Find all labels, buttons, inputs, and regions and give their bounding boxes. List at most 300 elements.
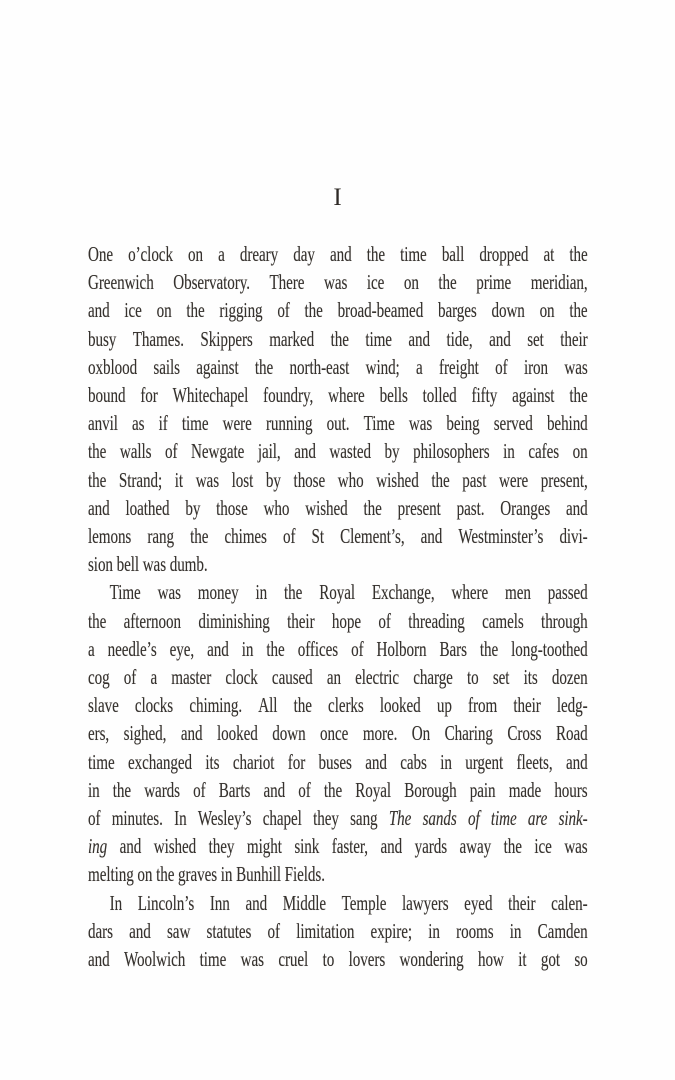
word: One (88, 242, 113, 266)
word: melting (88, 862, 134, 887)
word: jail, (257, 439, 281, 464)
word: and (88, 947, 110, 972)
word: up (436, 693, 452, 718)
word: cafes (528, 439, 560, 464)
word: of (267, 918, 281, 943)
word: in (503, 439, 515, 464)
word: bound (88, 383, 126, 408)
word: on (539, 298, 555, 323)
word: chiming. (189, 693, 243, 718)
word: it (518, 947, 527, 972)
word: cog (88, 665, 110, 690)
word: an (326, 665, 341, 690)
word: looked (217, 721, 258, 746)
word: of (193, 777, 206, 802)
word: those (293, 467, 326, 492)
word: bells (379, 383, 408, 408)
word: rang (147, 524, 174, 549)
word: the (186, 298, 205, 323)
word: Exchange, (371, 580, 435, 605)
word: Borough (404, 777, 457, 802)
word: philosophers (413, 439, 490, 464)
word: was (240, 947, 264, 972)
word: might (246, 834, 282, 859)
word: Barts (218, 777, 251, 802)
word: their (513, 693, 541, 718)
text-line (88, 466, 588, 494)
word: in (88, 777, 100, 802)
word: of (277, 298, 290, 323)
word: broad-beamed (337, 298, 424, 323)
word: dars (88, 918, 113, 943)
word: men (505, 580, 531, 605)
word: so (574, 947, 588, 972)
word: saw (166, 918, 191, 943)
text-line (88, 719, 588, 747)
word: faster, (331, 834, 369, 859)
word: the (569, 298, 588, 323)
word: of (88, 806, 101, 831)
word: chimes (224, 524, 267, 549)
text-line (88, 832, 588, 860)
word: Bars (439, 636, 467, 661)
word: a (416, 354, 423, 379)
word: marked (269, 326, 315, 351)
word: the (330, 326, 349, 351)
word: made (508, 777, 542, 802)
word: Westminster’s (458, 524, 544, 549)
word: the (88, 467, 107, 492)
word: divi- (559, 524, 588, 549)
word: lovers (348, 947, 386, 972)
text-line (88, 494, 588, 522)
word: long-toothed (511, 636, 588, 661)
word: Camden (537, 918, 588, 943)
word: past. (456, 495, 485, 520)
word: Road (555, 721, 588, 746)
word: the (569, 242, 588, 266)
word: cabs (400, 749, 427, 774)
word: in (241, 636, 254, 661)
word: electric (355, 665, 400, 690)
word: lawyers (401, 890, 449, 915)
word: down (272, 721, 306, 746)
text-line (88, 578, 588, 606)
text-line (88, 325, 588, 353)
text-line (88, 691, 588, 719)
word: was (323, 270, 348, 295)
word: as (132, 411, 145, 436)
word: dumb. (169, 552, 208, 577)
word: time (88, 749, 115, 774)
word: and (88, 495, 110, 520)
word: a (88, 636, 95, 661)
word: and (129, 918, 151, 943)
word: Strand; (118, 467, 163, 492)
word: exchanged (127, 749, 192, 774)
word: more. (362, 721, 398, 746)
word: threading (408, 608, 465, 633)
word: and (294, 439, 316, 464)
word: o’clock (128, 242, 173, 266)
word: dreary (239, 242, 279, 266)
word: statutes (206, 918, 252, 943)
word: Greenwich (88, 270, 154, 295)
word: their (560, 326, 588, 351)
text-line (88, 804, 588, 832)
word: of (298, 777, 311, 802)
word: looked (379, 693, 421, 718)
word: the (503, 834, 522, 859)
word: clocks (134, 693, 174, 718)
word: On (411, 721, 431, 746)
word: charge (413, 665, 453, 690)
text-line (88, 353, 588, 381)
word: The (388, 806, 412, 831)
word: urgent (465, 749, 504, 774)
word: There (269, 270, 305, 295)
word: wished (153, 834, 197, 859)
word: were (222, 411, 252, 436)
word: chapel (262, 806, 302, 831)
word: eyed (464, 890, 493, 915)
word: camels (482, 608, 524, 633)
word: eye, (169, 636, 195, 661)
word: dozen (551, 665, 588, 690)
word: present, (540, 467, 588, 492)
word: day (293, 242, 315, 266)
word: master (171, 665, 212, 690)
word: down (491, 298, 525, 323)
word: ice (534, 834, 552, 859)
word: anvil (88, 411, 118, 436)
word: cruel (278, 947, 309, 972)
word: those (216, 495, 248, 520)
word: their (508, 890, 536, 915)
word: In (109, 890, 123, 915)
word: in (220, 862, 233, 887)
word: the (293, 693, 312, 718)
word: walls (119, 439, 152, 464)
word: ledg- (556, 693, 588, 718)
word: and (263, 777, 286, 802)
word: the (363, 495, 382, 520)
word: foundry, (263, 383, 314, 408)
word: Newgate (191, 439, 245, 464)
word: fifty (471, 383, 498, 408)
word: ice (366, 270, 385, 295)
word: how (477, 947, 504, 972)
word: the (284, 580, 303, 605)
word: Thames. (132, 326, 184, 351)
word: wind; (365, 354, 400, 379)
word: Skippers (200, 326, 253, 351)
word: Bunhill (236, 862, 281, 887)
word: iron (523, 354, 549, 379)
word: Time (363, 411, 395, 436)
word: Clement’s, (340, 524, 405, 549)
word: chariot (232, 749, 275, 774)
word: Time (109, 580, 141, 605)
word: wished (376, 467, 419, 492)
word: who (263, 495, 290, 520)
word: from (468, 693, 498, 718)
word: Royal (319, 580, 355, 605)
word: who (337, 467, 364, 492)
word: by (185, 495, 201, 520)
word: by (384, 439, 400, 464)
text-line (88, 409, 588, 437)
word: on (403, 270, 419, 295)
word: expire; (370, 918, 413, 943)
word: the (304, 298, 323, 323)
word: wondering (399, 947, 464, 972)
word: In (174, 806, 187, 831)
word: on (156, 298, 172, 323)
word: ball (441, 242, 465, 266)
word: a (150, 665, 158, 690)
text-line (88, 663, 588, 691)
word: were (499, 467, 529, 492)
text-line (88, 945, 588, 973)
word: the (156, 862, 175, 887)
text-line (88, 776, 588, 804)
word: and (420, 524, 443, 549)
word: past (462, 467, 487, 492)
word: set (492, 665, 510, 690)
word: sink (294, 834, 320, 859)
word: Middle (282, 890, 326, 915)
word: running (265, 411, 313, 436)
word: the (190, 524, 209, 549)
text-line (88, 437, 588, 465)
word: and (88, 298, 110, 323)
word: of (495, 354, 508, 379)
word: Observatory. (173, 270, 250, 295)
text-line (88, 860, 588, 888)
word: tide, (446, 326, 473, 351)
word: a (218, 242, 225, 266)
text-line (88, 240, 588, 268)
text-line (88, 296, 588, 324)
word: to (467, 665, 479, 690)
word: present (397, 495, 441, 520)
word: afternoon (123, 608, 181, 633)
word: and (365, 749, 387, 774)
word: sink- (558, 806, 588, 831)
word: needle’s (107, 636, 157, 661)
word: behind (546, 411, 588, 436)
word: busy (88, 326, 117, 351)
word: Woolwich (124, 947, 186, 972)
word: caused (271, 665, 313, 690)
word: time (199, 947, 227, 972)
word: the (266, 636, 285, 661)
word: the (366, 242, 385, 266)
word: was (195, 467, 220, 492)
word: by (265, 467, 281, 492)
word: graves (178, 862, 218, 887)
word: the (438, 270, 457, 295)
word: minutes. (111, 806, 163, 831)
word: bell (116, 552, 140, 577)
word: to (322, 947, 335, 972)
text-line (88, 889, 588, 917)
word: if (158, 411, 168, 436)
chapter-number: I (333, 184, 343, 211)
word: the (431, 467, 450, 492)
word: was (408, 411, 433, 436)
word: out. (326, 411, 350, 436)
word: wished (305, 495, 348, 520)
word: the (88, 439, 107, 464)
word: sails (153, 354, 180, 379)
word: rigging (219, 298, 263, 323)
word: passed (547, 580, 588, 605)
word: sion (88, 552, 113, 577)
word: Inn (209, 890, 230, 915)
word: the (112, 777, 132, 802)
word: Temple (341, 890, 387, 915)
word: and (329, 242, 352, 266)
word: of (282, 524, 296, 549)
word: clock (225, 665, 258, 690)
word: the (569, 383, 588, 408)
word: are (527, 806, 548, 831)
word: on (572, 439, 588, 464)
word: it (174, 467, 184, 492)
word: clerks (328, 693, 364, 718)
word: of (351, 636, 364, 661)
text-line (88, 550, 588, 578)
word: meridian, (530, 270, 588, 295)
word: sang (350, 806, 378, 831)
word: time (365, 326, 392, 351)
word: was (564, 354, 588, 379)
word: its (205, 749, 220, 774)
word: in (440, 749, 452, 774)
word: Charing (444, 721, 493, 746)
word: served (493, 411, 533, 436)
word: ice (124, 298, 142, 323)
word: of (123, 665, 137, 690)
word: and (380, 834, 403, 859)
word: in (428, 918, 440, 943)
word: their (287, 608, 315, 633)
word: Lincoln’s (137, 890, 195, 915)
word: dropped (479, 242, 529, 266)
word: time (181, 411, 209, 436)
text-line (88, 268, 588, 296)
word: pain (469, 777, 496, 802)
word: against (512, 383, 555, 408)
word: sighed, (123, 721, 167, 746)
text-line (88, 607, 588, 635)
word: against (196, 354, 239, 379)
word: Royal (355, 777, 392, 802)
word: and (207, 636, 229, 661)
word: they (313, 806, 339, 831)
word: Holborn (376, 636, 427, 661)
word: the (479, 636, 499, 661)
word: on (137, 862, 153, 887)
word: for (287, 749, 306, 774)
body-text (88, 240, 588, 973)
word: away (459, 834, 492, 859)
word: lemons (88, 524, 132, 549)
word: oxblood (88, 354, 138, 379)
word: Whitechapel (172, 383, 249, 408)
word: sands (422, 806, 457, 831)
word: Cross (507, 721, 542, 746)
word: of (467, 806, 480, 831)
word: on (188, 242, 204, 266)
word: barges (437, 298, 477, 323)
word: lost (231, 467, 254, 492)
word: north-east (289, 354, 350, 379)
word: and (245, 890, 268, 915)
word: of (164, 439, 178, 464)
word: got (540, 947, 560, 972)
text-line (88, 917, 588, 945)
word: tolled (422, 383, 457, 408)
word: was (157, 580, 181, 605)
word: calen- (551, 890, 588, 915)
word: time (490, 806, 517, 831)
word: of (378, 608, 391, 633)
word: being (446, 411, 480, 436)
word: St (311, 524, 325, 549)
word: rooms (456, 918, 494, 943)
word: and (489, 326, 511, 351)
word: slave (88, 693, 119, 718)
word: hope (331, 608, 362, 633)
word: set (527, 326, 544, 351)
word: at (543, 242, 555, 266)
word: and (566, 495, 588, 520)
word: for (140, 383, 158, 408)
text-line (88, 381, 588, 409)
text-line (88, 635, 588, 663)
word: ers, (88, 721, 110, 746)
word: where (451, 580, 489, 605)
word: and (565, 749, 588, 774)
word: in (509, 918, 522, 943)
word: the (323, 777, 343, 802)
word: wards (144, 777, 180, 802)
word: once (320, 721, 349, 746)
word: ing (88, 834, 108, 859)
word: they (208, 834, 235, 859)
word: prime (476, 270, 512, 295)
word: yards (414, 834, 448, 859)
word: Wesley’s (197, 806, 252, 831)
word: was (142, 552, 167, 577)
word: offices (297, 636, 339, 661)
word: buses (318, 749, 352, 774)
word: hours (554, 777, 588, 802)
word: the (88, 608, 107, 633)
word: was (564, 834, 588, 859)
text-line (88, 522, 588, 550)
word: freight (439, 354, 479, 379)
word: and (119, 834, 142, 859)
word: its (523, 665, 538, 690)
word: time (400, 242, 427, 266)
word: through (541, 608, 588, 633)
word: diminishing (198, 608, 270, 633)
word: fleets, (516, 749, 553, 774)
